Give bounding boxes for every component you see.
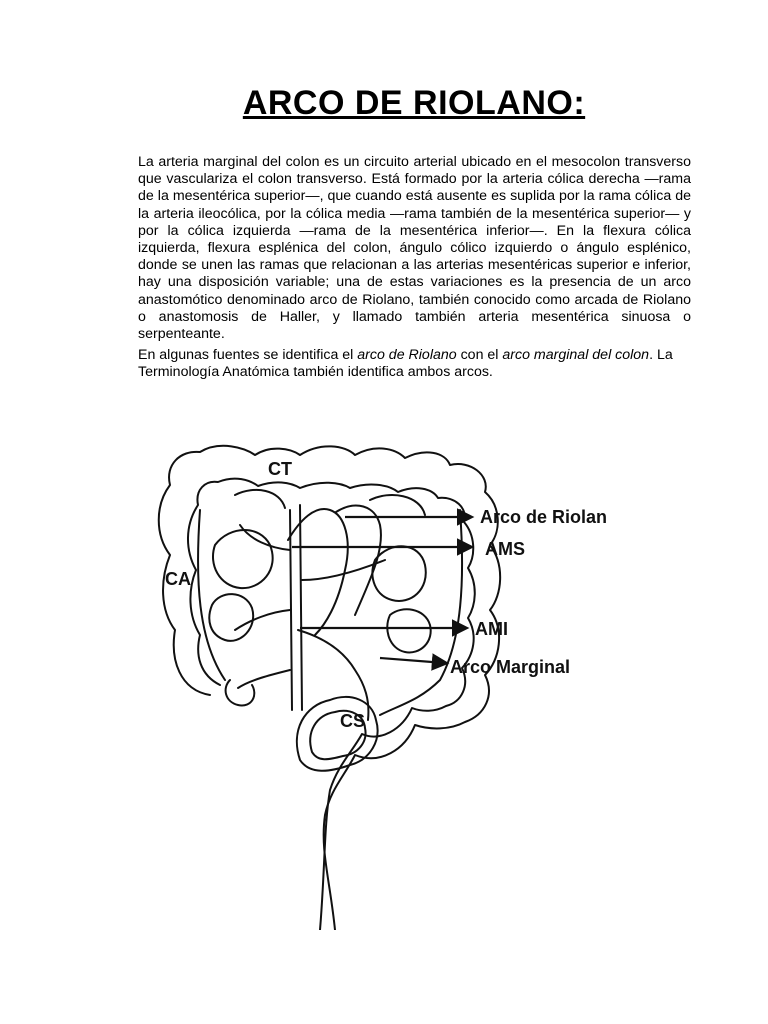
sma-trunk-2 — [300, 505, 302, 710]
arcade-6 — [370, 495, 425, 515]
arcade-1 — [213, 530, 273, 588]
label-ca: CA — [165, 569, 191, 589]
cecum — [226, 680, 255, 705]
arrow-arco-marginal — [380, 658, 445, 663]
label-arco-riolan: Arco de Riolan — [480, 507, 608, 527]
label-ct: CT — [268, 459, 292, 479]
ileocolic-branch — [238, 670, 290, 688]
paragraph-2: En algunas fuentes se identifica el arco de Riolano con el arco marginal del colon. La Terminología Anatómica también identifica ambos arcos. — [138, 347, 673, 381]
emphasis-arco-riolano: arco de Riolano — [357, 347, 457, 364]
riolan-arc — [288, 509, 348, 635]
arcade-3 — [235, 490, 285, 508]
colon-outer-outline — [159, 446, 500, 930]
emphasis-arco-marginal: arco marginal del colon — [502, 347, 650, 364]
body-text — [138, 154, 691, 386]
arcade-2 — [209, 594, 253, 641]
label-cs: CS — [340, 711, 366, 731]
label-ams: AMS — [485, 539, 525, 559]
page-title: ARCO DE RIOLANO: — [242, 84, 586, 122]
colon-diagram — [140, 430, 610, 930]
arcade-4 — [372, 546, 425, 601]
paragraph-1: La arteria marginal del colon es un circuito arterial ubicado en el mesocolon transverso que vasculariza el colon transverso. Está formado por la arteria cólica derecha —rama de la mesentérica superior—, que cuando está ausente es suplida por la rama cólica de la arteria ileocólica, por la cólica media —rama también de la mesentérica superior— y por la cólica izquierda —rama de la mesentérica inferior—. En la flexura cólica izquierda, flexura esplénica del colon, ángulo cólico izquierdo o ángulo esplénico, donde se unen las ramas que relacionan a las arterias mesentéricas superior e inferior, hay una disposición variable; una de estas variaciones es la presencia de un arco anastomótico denominado arco de Riolano, también conocido como arcada de Riolano o anastomosis de Haller, y llamado también arteria mesentérica sinuosa o serpenteante. — [138, 154, 691, 343]
right-colic-branch — [235, 610, 290, 630]
ima-vessel — [298, 630, 368, 720]
label-ami: AMI — [475, 619, 508, 639]
arcade-5 — [387, 609, 430, 652]
label-arco-marginal: Arco Marginal — [450, 657, 571, 677]
